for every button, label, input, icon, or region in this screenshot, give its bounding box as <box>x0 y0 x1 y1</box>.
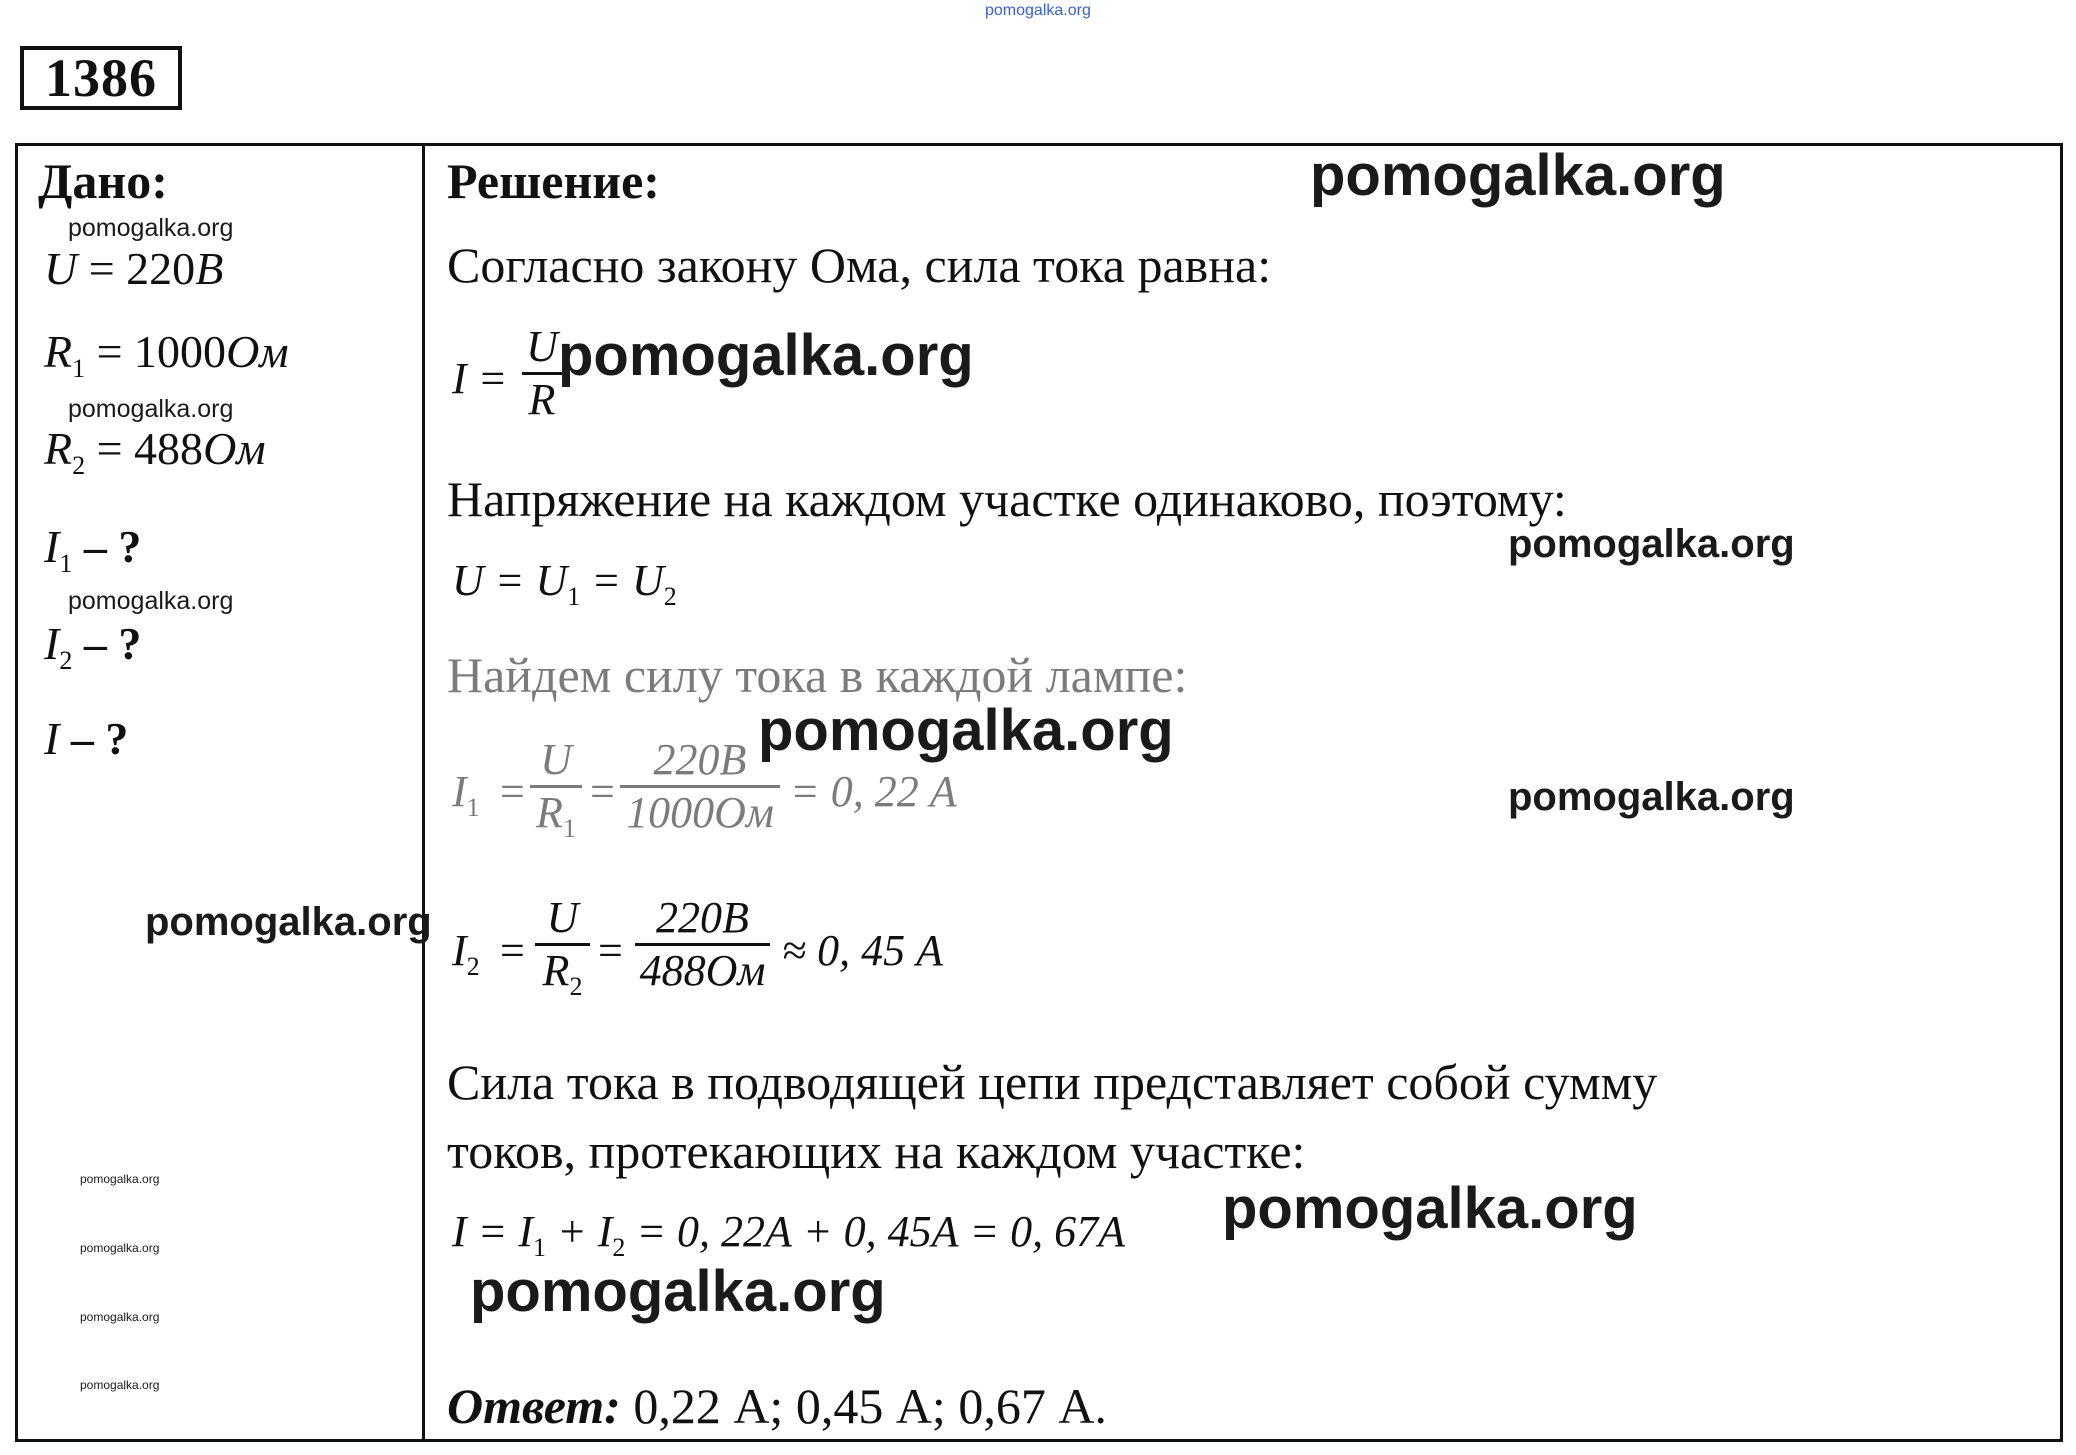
watermark: pomogalka.org <box>80 1378 160 1392</box>
sum-formula: $I = I_1 + I_2 = 0$, 22А + 0, 45А = 0, 67А <box>452 1207 1126 1262</box>
watermark: pomogalka.org <box>1508 522 1795 566</box>
answer <box>447 1377 1107 1435</box>
i1-fraction-1: U $R_1$ <box>530 735 582 854</box>
watermark: pomogalka.org <box>1310 143 1726 208</box>
watermark: pomogalka.org <box>68 587 234 615</box>
watermark: pomogalka.org <box>68 395 234 423</box>
watermark: pomogalka.org <box>470 1259 886 1324</box>
voltage-formula: $U = U_1 = U_2$ <box>452 556 677 611</box>
given-resistance-1: $R_1 = 1000Ом$ <box>44 326 289 383</box>
watermark: pomogalka.org <box>145 900 432 944</box>
watermark: pomogalka.org <box>558 323 974 388</box>
watermark: pomogalka.org <box>68 214 234 242</box>
sum-text-line-1: Сила тока в подводящей цепи представляет собой сумму <box>447 1054 1658 1110</box>
voltage-text: Напряжение на каждом участке одинаково, поэтому: <box>447 471 1567 527</box>
solution-heading: Решение: <box>447 153 660 209</box>
watermark: pomogalka.org <box>758 698 1174 763</box>
find-current-text: Найдем силу тока в каждой лампе: <box>447 647 1188 703</box>
column-divider <box>422 143 425 1442</box>
ohm-formula-lhs: I = <box>452 354 508 403</box>
given-unknown-i1: $I_1$ – ? <box>44 521 142 578</box>
watermark: pomogalka.org <box>80 1310 160 1324</box>
watermark: pomogalka.org <box>1508 775 1795 819</box>
sum-text-line-2: токов, протекающих на каждом участке: <box>447 1123 1306 1179</box>
i1-fraction-2: 220В 1000Ом <box>620 735 780 838</box>
answer-value: 0,22 А; 0,45 А; 0,67 А. <box>620 1378 1107 1434</box>
i2-fraction-1: U $R_2$ <box>535 893 590 1012</box>
given-unknown-i2: $I_2$ – ? <box>44 618 142 675</box>
watermark: pomogalka.org <box>1222 1176 1638 1241</box>
ohm-formula-fraction: U R <box>522 322 562 425</box>
problem-number: 1386 <box>20 46 182 110</box>
watermark: pomogalka.org <box>80 1172 160 1186</box>
watermark: pomogalka.org <box>80 1241 160 1255</box>
given-unknown-i: I – ? <box>44 713 129 764</box>
given-voltage: U = 220В <box>44 243 224 294</box>
i2-fraction-2: 220В 488Ом <box>635 893 770 996</box>
top-watermark: pomogalka.org <box>985 2 1091 19</box>
ohm-law-text: Согласно закону Ома, сила тока равна: <box>447 237 1272 293</box>
given-resistance-2: $R_2 = 488Ом$ <box>44 423 266 480</box>
answer-label: Ответ: <box>447 1378 621 1434</box>
given-heading: Дано: <box>38 153 168 209</box>
